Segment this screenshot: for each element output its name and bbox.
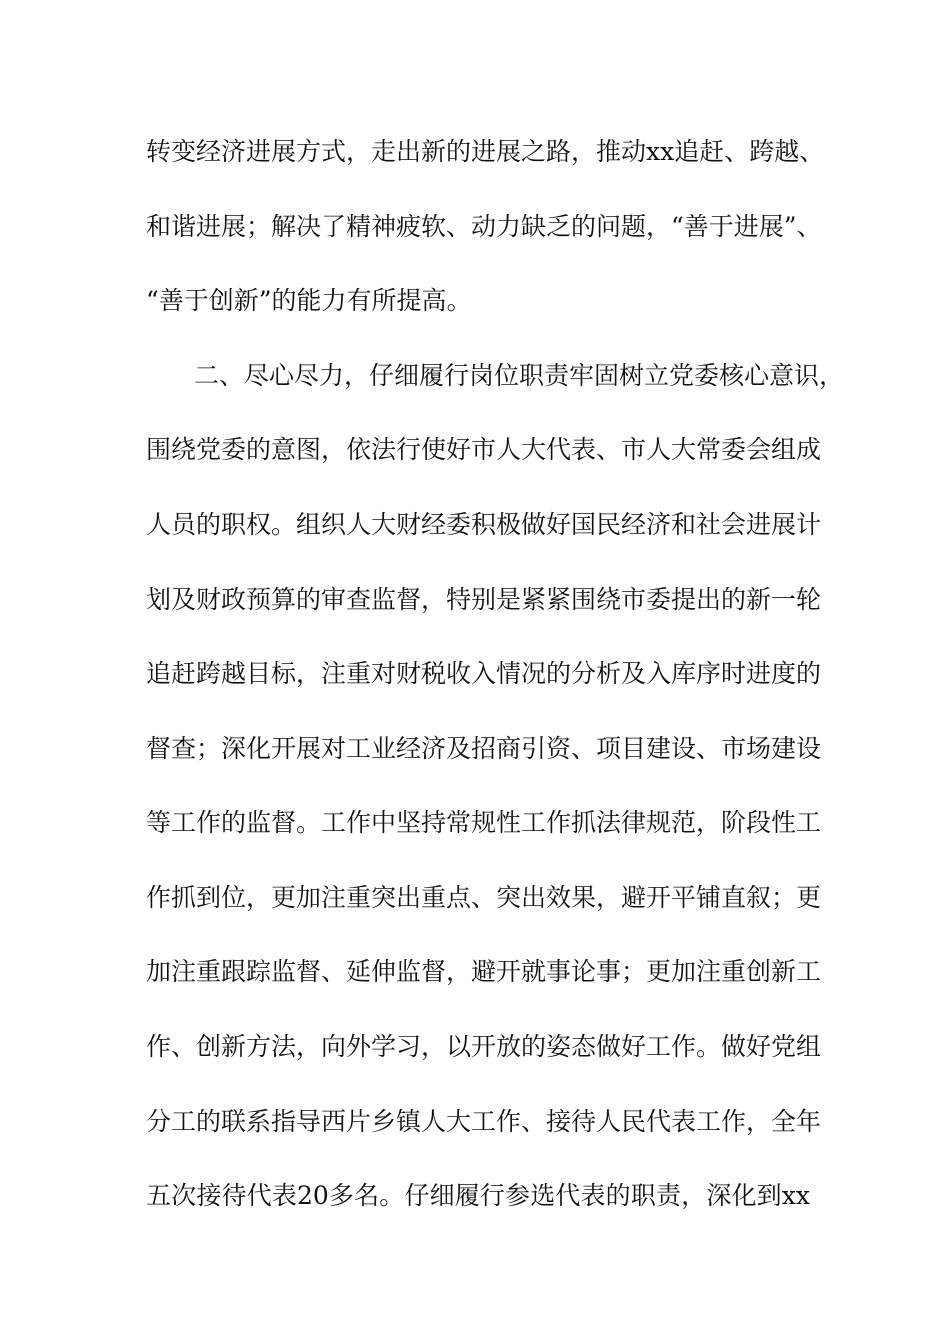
text-line-14: 分工的联系指导西片乡镇人大工作、接待人民代表工作，全年: [146, 1107, 822, 1136]
text-line-3: “善于创新”的能力有所提高。: [146, 286, 472, 315]
text-line-1: 转变经济进展方式，走出新的进展之路，推动xx追赶、跨越、: [146, 137, 825, 166]
paragraph-heading-line: 二、尽心尽力，仔细履行岗位职责牢固树立党委核心意识，: [194, 361, 845, 390]
text-line-6: 人员的职权。组织人大财经委积极做好国民经济和社会进展计: [146, 510, 822, 539]
text-line-5: 围绕党委的意图，依法行使好市人大代表、市人大常委会组成: [146, 435, 822, 464]
text-line-13: 作、创新方法，向外学习，以开放的姿态做好工作。做好党组: [146, 1032, 822, 1061]
text-line-7: 划及财政预算的审查监督，特别是紧紧围绕市委提出的新一轮: [146, 585, 822, 614]
text-line-11: 作抓到位，更加注重突出重点、突出效果，避开平铺直叙；更: [146, 883, 822, 912]
text-line-9: 督查；深化开展对工业经济及招商引资、项目建设、市场建设: [146, 734, 822, 763]
text-line-8: 追赶跨越目标，注重对财税收入情况的分析及入库序时进度的: [146, 659, 822, 688]
text-line-10: 等工作的监督。工作中坚持常规性工作抓法律规范，阶段性工: [146, 808, 822, 837]
text-line-15: 五次接待代表20多名。仔细履行参选代表的职责，深化到xx: [146, 1181, 810, 1210]
text-line-2: 和谐进展；解决了精神疲软、动力缺乏的问题，“善于进展”、: [146, 212, 822, 241]
text-line-12: 加注重跟踪监督、延伸监督，避开就事论事；更加注重创新工: [146, 957, 822, 986]
